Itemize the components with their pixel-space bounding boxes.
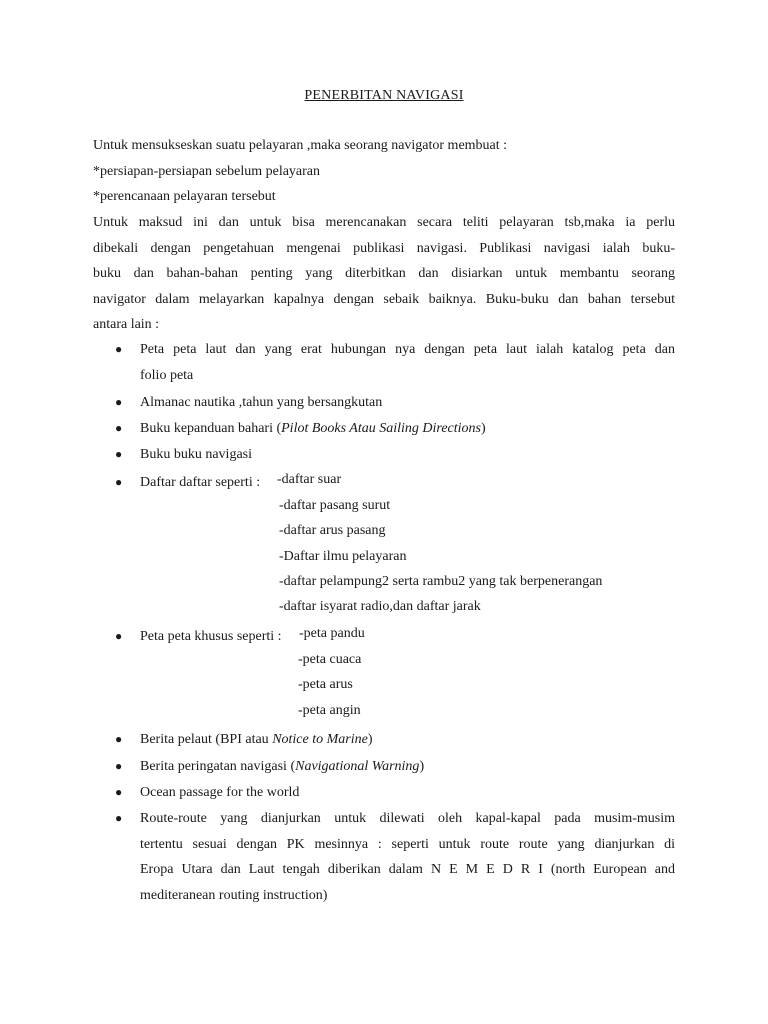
- bullet-icon: ●: [115, 342, 123, 356]
- list-item-text: [140, 727, 675, 753]
- list-item-text: Eropa Utara dan Laut tengah diberikan dalam N E M E D R I (north European and: [140, 862, 675, 878]
- point-1: *persiapan-persiapan sebelum pelayaran: [93, 164, 321, 179]
- text-run: Berita pelaut (BPI atau: [140, 732, 273, 747]
- paragraph-line: dibekali dengan pengetahuan mengenai publikasi navigasi. Publikasi navigasi ialah buku-: [93, 240, 675, 256]
- sub-item: -peta cuaca: [298, 652, 362, 667]
- sub-item: -Daftar ilmu pelayaran: [279, 549, 407, 564]
- bullet-icon: ●: [115, 475, 123, 489]
- italic-title: Notice to Marine: [272, 732, 368, 747]
- sub-item: -daftar pasang surut: [279, 498, 391, 513]
- paragraph-line: antara lain :: [93, 317, 160, 333]
- list-item-text: [140, 754, 675, 780]
- intro-line: Untuk mensukseskan suatu pelayaran ,maka seorang navigator membuat :: [93, 138, 508, 153]
- list-item-text: Route-route yang dianjurkan untuk dilewati oleh kapal-kapal pada musim-musim: [140, 811, 675, 826]
- sub-item: -daftar arus pasang: [279, 523, 386, 538]
- text-run: Berita peringatan navigasi (: [140, 759, 296, 774]
- list-item-text: Daftar daftar seperti :: [140, 475, 261, 490]
- text-run: ): [481, 421, 486, 436]
- paragraph-line: Untuk maksud ini dan untuk bisa merencanakan secara teliti pelayaran tsb,maka ia perlu: [93, 215, 675, 230]
- list-item-text: tertentu sesuai dengan PK mesinnya : seperti untuk route route yang dianjurkan di: [140, 836, 675, 852]
- sub-item: -peta angin: [298, 703, 361, 718]
- bullet-icon: ●: [115, 395, 123, 409]
- sub-item: -peta arus: [298, 677, 353, 692]
- italic-title: Navigational Warning: [295, 759, 420, 774]
- bullet-icon: ●: [115, 629, 123, 643]
- list-item-text: folio peta: [140, 367, 194, 383]
- list-item-text: [140, 416, 675, 442]
- text-run: ): [367, 732, 373, 747]
- sub-item: -peta pandu: [299, 626, 365, 641]
- list-item-text: Peta peta khusus seperti :: [140, 629, 282, 644]
- page-title: PENERBITAN NAVIGASI: [304, 88, 464, 103]
- sub-item: -daftar isyarat radio,dan daftar jarak: [279, 599, 481, 614]
- sub-item: -daftar suar: [277, 472, 342, 487]
- paragraph-line: buku dan bahan-bahan penting yang diterbitkan dan disiarkan untuk membantu seorang: [93, 266, 675, 282]
- list-item-text: Peta peta laut dan yang erat hubungan nya dengan peta laut ialah katalog peta dan: [140, 342, 675, 357]
- bullet-icon: ●: [115, 759, 123, 773]
- italic-title: Pilot Books Atau Sailing Directions: [281, 421, 482, 436]
- sub-item: -daftar pelampung2 serta rambu2 yang tak berpenerangan: [279, 574, 603, 589]
- bullet-icon: ●: [115, 732, 123, 746]
- bullet-icon: ●: [115, 785, 123, 799]
- list-item-text: mediteranean routing instruction): [140, 887, 328, 903]
- list-item-text: Ocean passage for the world: [140, 785, 300, 800]
- bullet-icon: ●: [115, 811, 123, 825]
- point-2: *perencanaan pelayaran tersebut: [93, 189, 276, 204]
- bullet-icon: ●: [115, 421, 123, 435]
- paragraph-line: navigator dalam melayarkan kapalnya dengan sebaik baiknya. Buku-buku dan bahan tersebut: [93, 291, 675, 307]
- list-item-text: Buku buku navigasi: [140, 447, 252, 462]
- text-run: ): [419, 759, 425, 774]
- list-item-text: Almanac nautika ,tahun yang bersangkutan: [140, 395, 383, 410]
- bullet-icon: ●: [115, 447, 123, 461]
- text-run: Buku kepanduan bahari (: [140, 421, 282, 436]
